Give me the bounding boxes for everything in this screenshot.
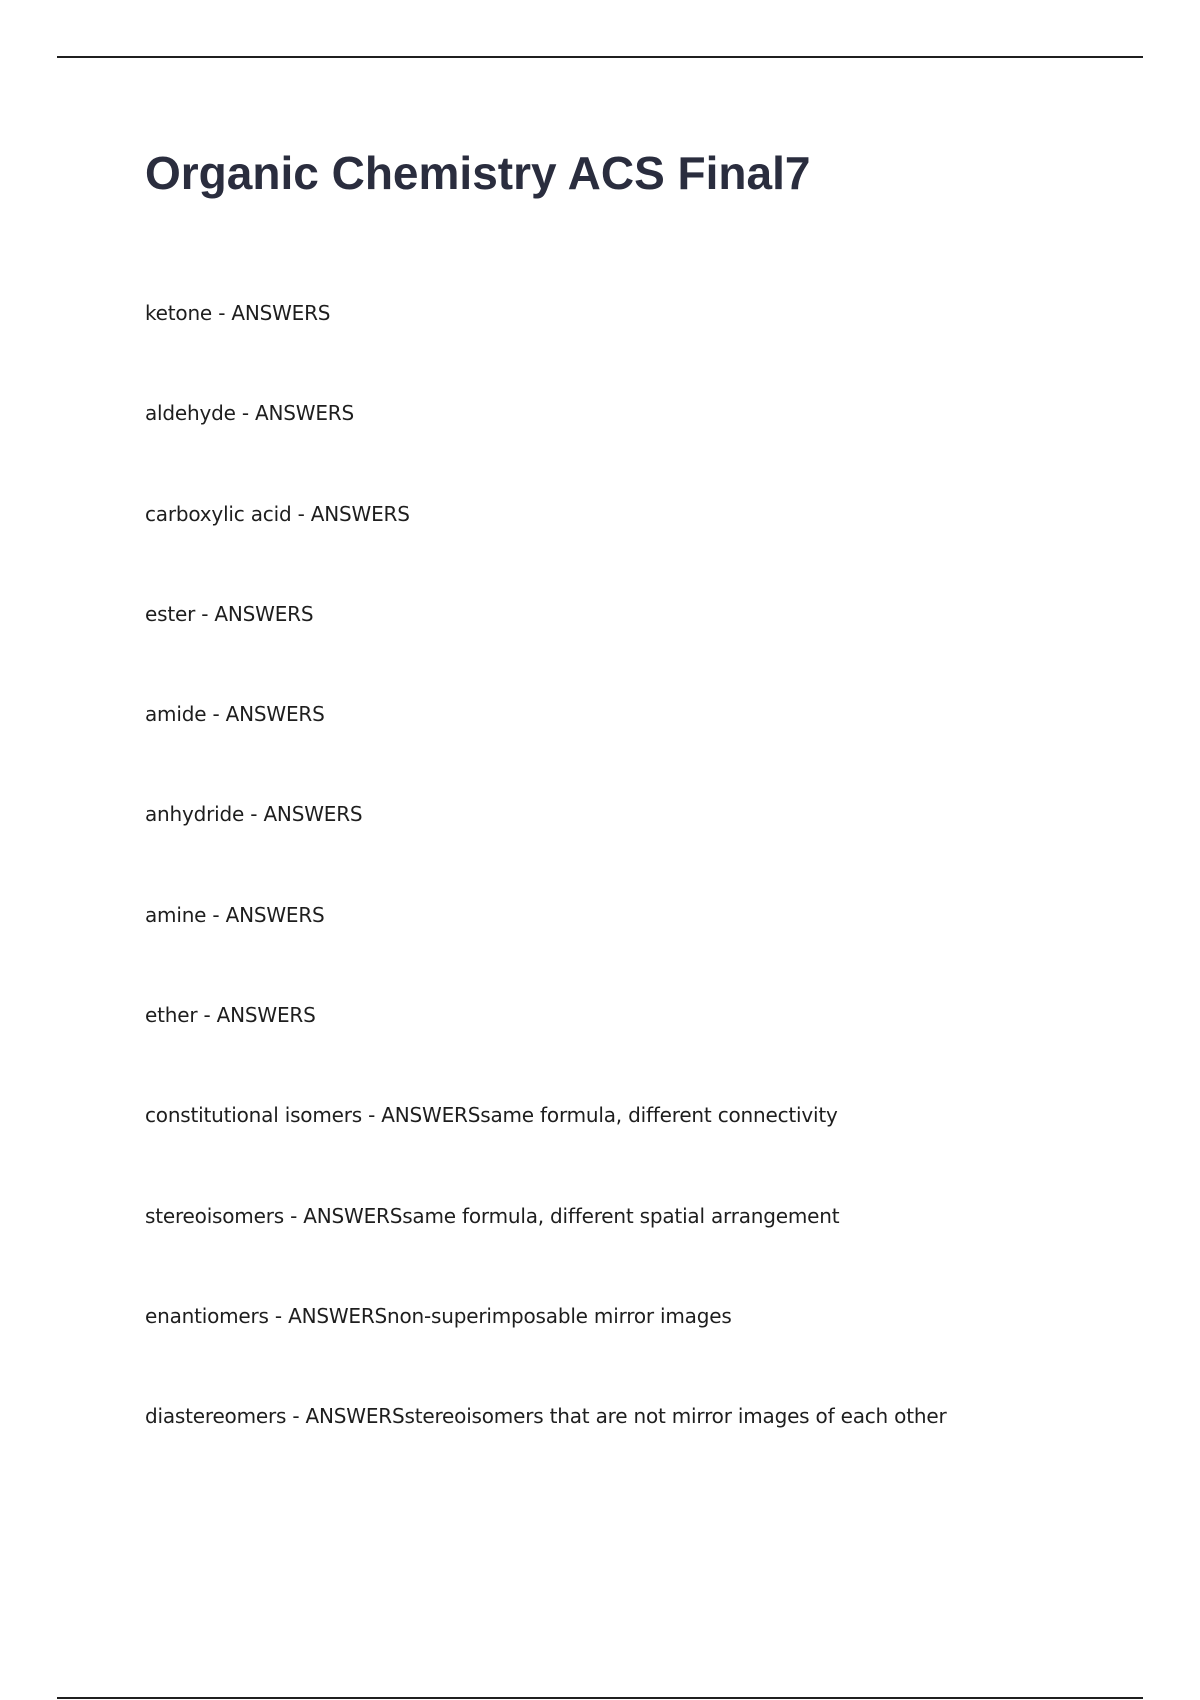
flashcard-entry: amine - ANSWERS (145, 902, 325, 927)
flashcard-entry: ether - ANSWERS (145, 1003, 316, 1028)
flashcard-list (145, 298, 1145, 1502)
top-divider (57, 56, 1143, 58)
flashcard-entry: ester - ANSWERS (145, 601, 314, 626)
flashcard-entry: ketone - ANSWERS (145, 301, 331, 325)
flashcard-entry: diastereomers - ANSWERSstereoisomers that are not mirror images of each other (145, 1404, 947, 1429)
document-title: Organic Chemistry ACS Final7 (145, 147, 811, 199)
flashcard-entry: carboxylic acid - ANSWERS (145, 501, 410, 526)
flashcard-entry: constitutional isomers - ANSWERSsame formula, different connectivity (145, 1103, 838, 1128)
flashcard-entry: aldehyde - ANSWERS (145, 401, 354, 426)
flashcard-entry: stereoisomers - ANSWERSsame formula, different spatial arrangement (145, 1203, 840, 1228)
flashcard-entry: amide - ANSWERS (145, 702, 325, 727)
bottom-divider (57, 1697, 1143, 1699)
flashcard-entry: anhydride - ANSWERS (145, 802, 363, 827)
flashcard-entry: enantiomers - ANSWERSnon-superimposable mirror images (145, 1303, 732, 1328)
